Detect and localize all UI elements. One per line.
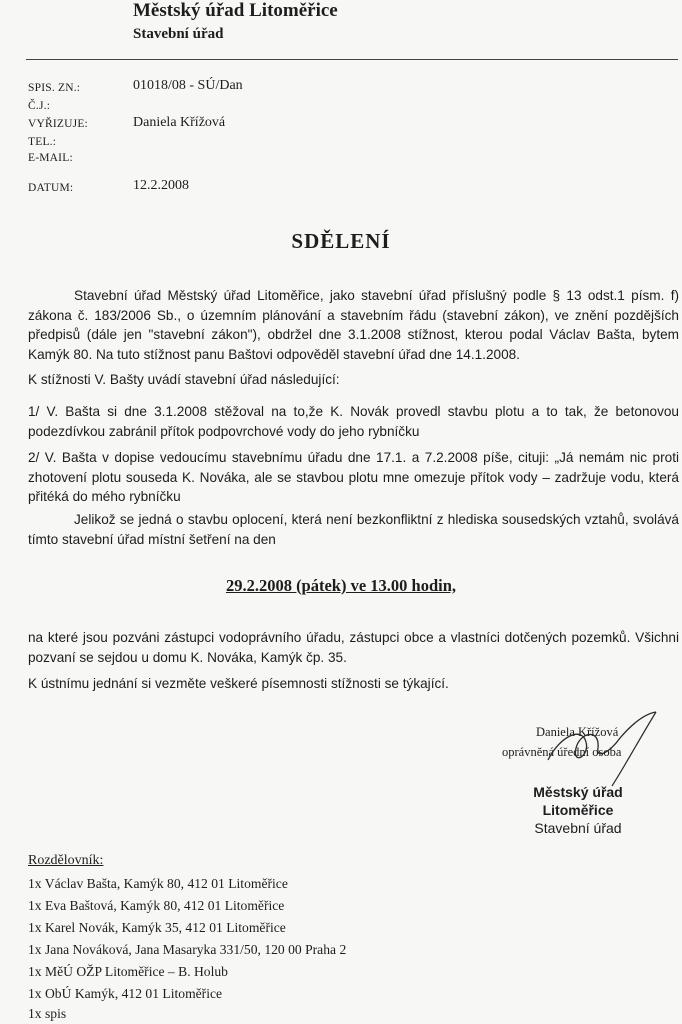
distribution-item: 1x spis — [28, 1006, 67, 1021]
tel-label: TEL.: — [28, 136, 57, 148]
paragraph-invitees: na které jsou pozváni zástupci vodoprávního úřadu, zástupci obce a vlastníci dotčených pozemků. Všichni pozvaní se sejdou u domu K. Nováka, Kamýk čp. 35. — [28, 630, 679, 665]
handwritten-signature — [540, 708, 665, 790]
document-title: SDĚLENÍ — [291, 229, 391, 253]
distribution-item: 1x Karel Novák, Kamýk 35, 412 01 Litoměřice — [28, 920, 286, 935]
paragraph-intro: Stavební úřad Městský úřad Litoměřice, jako stavební úřad příslušný podle § 13 odst.1 písm. f) zákona č. 183/2006 Sb., o územním plánování a stavebním řádu (stavební zákon), ve znění pozdějších předpisů (dále jen "stavební zákon"), obdržel dne 3.1.2008 stížnost, kterou podal Václav Bašta, bytem Kamýk 80. Na tuto stížnost panu Baštovi odpověděl stavební úřad dne 14.1.2008. — [28, 288, 679, 362]
paragraph-point-2: 2/ V. Bašta v dopise vedoucímu stavebnímu úřadu dne 17.1. a 7.2.2008 píše, cituji: „Já nemám nic proti zhotovení plotu souseda K. Nováka, ale se stavbou plotu mne omezuje přítok vody – zadržuje vodu, která přitéká do mého rybníčku — [28, 450, 679, 504]
paragraph-documents: K ústnímu jednání si vezměte veškeré písemnosti stížnosti se týkající. — [28, 676, 449, 691]
distribution-item: 1x MěÚ OŽP Litoměřice – B. Holub — [28, 964, 228, 979]
signatory-role: oprávněná úřední osoba — [502, 745, 622, 759]
header-divider — [26, 59, 678, 60]
email-label: E-MAIL: — [28, 152, 73, 164]
stamp-line-department: Stavební úřad — [534, 820, 622, 836]
stamp-line-city: Litoměřice — [542, 802, 614, 818]
stamp-line-office: Městský úřad — [533, 784, 623, 800]
distribution-item: 1x ObÚ Kamýk, 412 01 Litoměřice — [28, 986, 223, 1001]
distribution-heading: Rozdělovník: — [28, 853, 104, 868]
office-name: Městský úřad Litoměřice — [133, 0, 338, 21]
vyrizuje-label: VYŘIZUJE: — [28, 118, 88, 130]
spis-value: 01018/08 - SÚ/Dan — [133, 78, 243, 93]
spis-label: SPIS. ZN.: — [28, 82, 81, 94]
distribution-item: 1x Václav Bašta, Kamýk 80, 412 01 Litoměřice — [28, 876, 288, 891]
paragraph-statement: K stížnosti V. Bašty uvádí stavební úřad následující: — [28, 372, 340, 387]
meeting-date: 29.2.2008 (pátek) ve 13.00 hodin, — [225, 576, 457, 595]
cj-label: Č.J.: — [28, 100, 51, 112]
datum-label: DATUM: — [28, 182, 74, 194]
paragraph-point-1: 1/ V. Bašta si dne 3.1.2008 stěžoval na to,že K. Novák provedl stavbu plotu a to tak, že betonovou podezdívkou zabránil přítok podpovrchové vody do jeho rybníčku — [28, 404, 679, 439]
signatory-name: Daniela Křížová — [536, 725, 619, 739]
datum-value: 12.2.2008 — [133, 178, 189, 193]
distribution-item: 1x Eva Baštová, Kamýk 80, 412 01 Litoměřice — [28, 898, 285, 913]
department-name: Stavební úřad — [133, 26, 224, 42]
paragraph-summons: Jelikož se jedná o stavbu oplocení, která není bezkonfliktní z hlediska sousedských vztahů, svolává tímto stavební úřad místní šetření na den — [28, 512, 679, 547]
vyrizuje-value: Daniela Křížová — [133, 115, 226, 130]
distribution-item: 1x Jana Nováková, Jana Masaryka 331/50, 120 00 Praha 2 — [28, 942, 347, 957]
